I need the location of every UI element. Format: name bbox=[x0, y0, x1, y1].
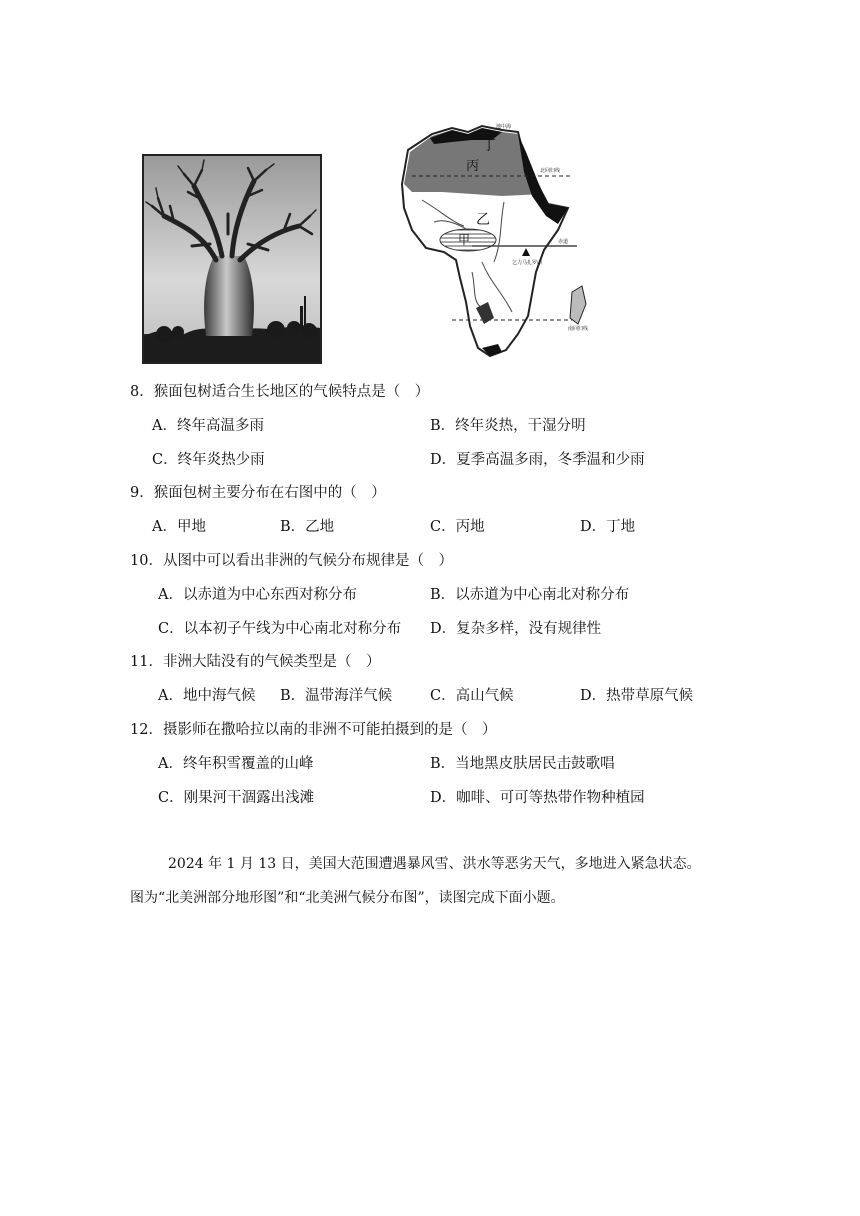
map-label-bing: 丙 bbox=[466, 159, 480, 174]
baobab-tree-photo bbox=[142, 154, 322, 364]
map-label-kilimanjaro: 乞力马扎罗山 bbox=[512, 260, 543, 266]
question-9-stem: 9．猴面包树主要分布在右图中的（ ） bbox=[130, 485, 386, 501]
question-12-option-b: B．当地黑皮肤居民击鼓歌唱 bbox=[430, 756, 615, 772]
africa-climate-map bbox=[372, 112, 610, 362]
question-10-stem: 10．从图中可以看出非洲的气候分布规律是（ ） bbox=[130, 553, 453, 569]
question-8-option-a: A．终年高温多雨 bbox=[152, 418, 264, 434]
question-9-option-d: D．丁地 bbox=[580, 519, 636, 535]
question-8-option-c: C．终年炎热少雨 bbox=[152, 452, 265, 468]
map-label-mediterranean: 地中海 bbox=[496, 124, 512, 130]
question-12-stem: 12．摄影师在撒哈拉以南的非洲不可能拍摄到的是（ ） bbox=[130, 722, 497, 738]
map-label-tropic-n: 北回归线 bbox=[540, 168, 561, 174]
question-10-option-a: A．以赤道为中心东西对称分布 bbox=[158, 587, 357, 603]
question-11-option-a: A．地中海气候 bbox=[158, 688, 256, 704]
question-12-option-d: D．咖啡、可可等热带作物种植园 bbox=[430, 790, 645, 806]
question-11-option-d: D．热带草原气候 bbox=[580, 688, 694, 704]
question-11-stem: 11．非洲大陆没有的气候类型是（ ） bbox=[130, 654, 381, 670]
question-12-option-c: C．刚果河干涸露出浅滩 bbox=[158, 790, 315, 806]
question-8-option-b: B．终年炎热，干湿分明 bbox=[430, 418, 586, 434]
question-8-stem: 8．猴面包树适合生长地区的气候特点是（ ） bbox=[130, 384, 430, 400]
question-10-option-c: C．以本初子午线为中心南北对称分布 bbox=[158, 621, 402, 637]
question-9-option-c: C．丙地 bbox=[430, 519, 485, 535]
map-label-yi: 乙 bbox=[476, 212, 490, 228]
africa-map-icon bbox=[372, 112, 610, 362]
map-label-equator: 赤道 bbox=[558, 239, 569, 245]
passage-line-2: 图为“北美洲部分地形图”和“北美洲气候分布图”，读图完成下面小题。 bbox=[130, 890, 565, 906]
baobab-tree-icon bbox=[144, 156, 320, 362]
map-label-tropic-s: 南回归线 bbox=[568, 326, 589, 332]
question-10-option-d: D．复杂多样，没有规律性 bbox=[430, 621, 602, 637]
question-12-option-a: A．终年积雪覆盖的山峰 bbox=[158, 756, 314, 772]
question-11-option-c: C．高山气候 bbox=[430, 688, 514, 704]
question-10-option-b: B．以赤道为中心南北对称分布 bbox=[430, 587, 630, 603]
question-9-option-a: A．甲地 bbox=[152, 519, 206, 535]
question-11-option-b: B．温带海洋气候 bbox=[280, 688, 393, 704]
map-label-ding: 丁 bbox=[482, 138, 496, 154]
figures-row bbox=[140, 112, 610, 362]
question-8-option-d: D．夏季高温多雨，冬季温和少雨 bbox=[430, 452, 645, 468]
passage-line-1: 2024 年 1 月 13 日，美国大范围遭遇暴风雪、洪水等恶劣天气，多地进入紧急状态。 bbox=[168, 856, 701, 872]
question-9-option-b: B．乙地 bbox=[280, 519, 335, 535]
map-label-jia: 甲 bbox=[458, 233, 471, 247]
